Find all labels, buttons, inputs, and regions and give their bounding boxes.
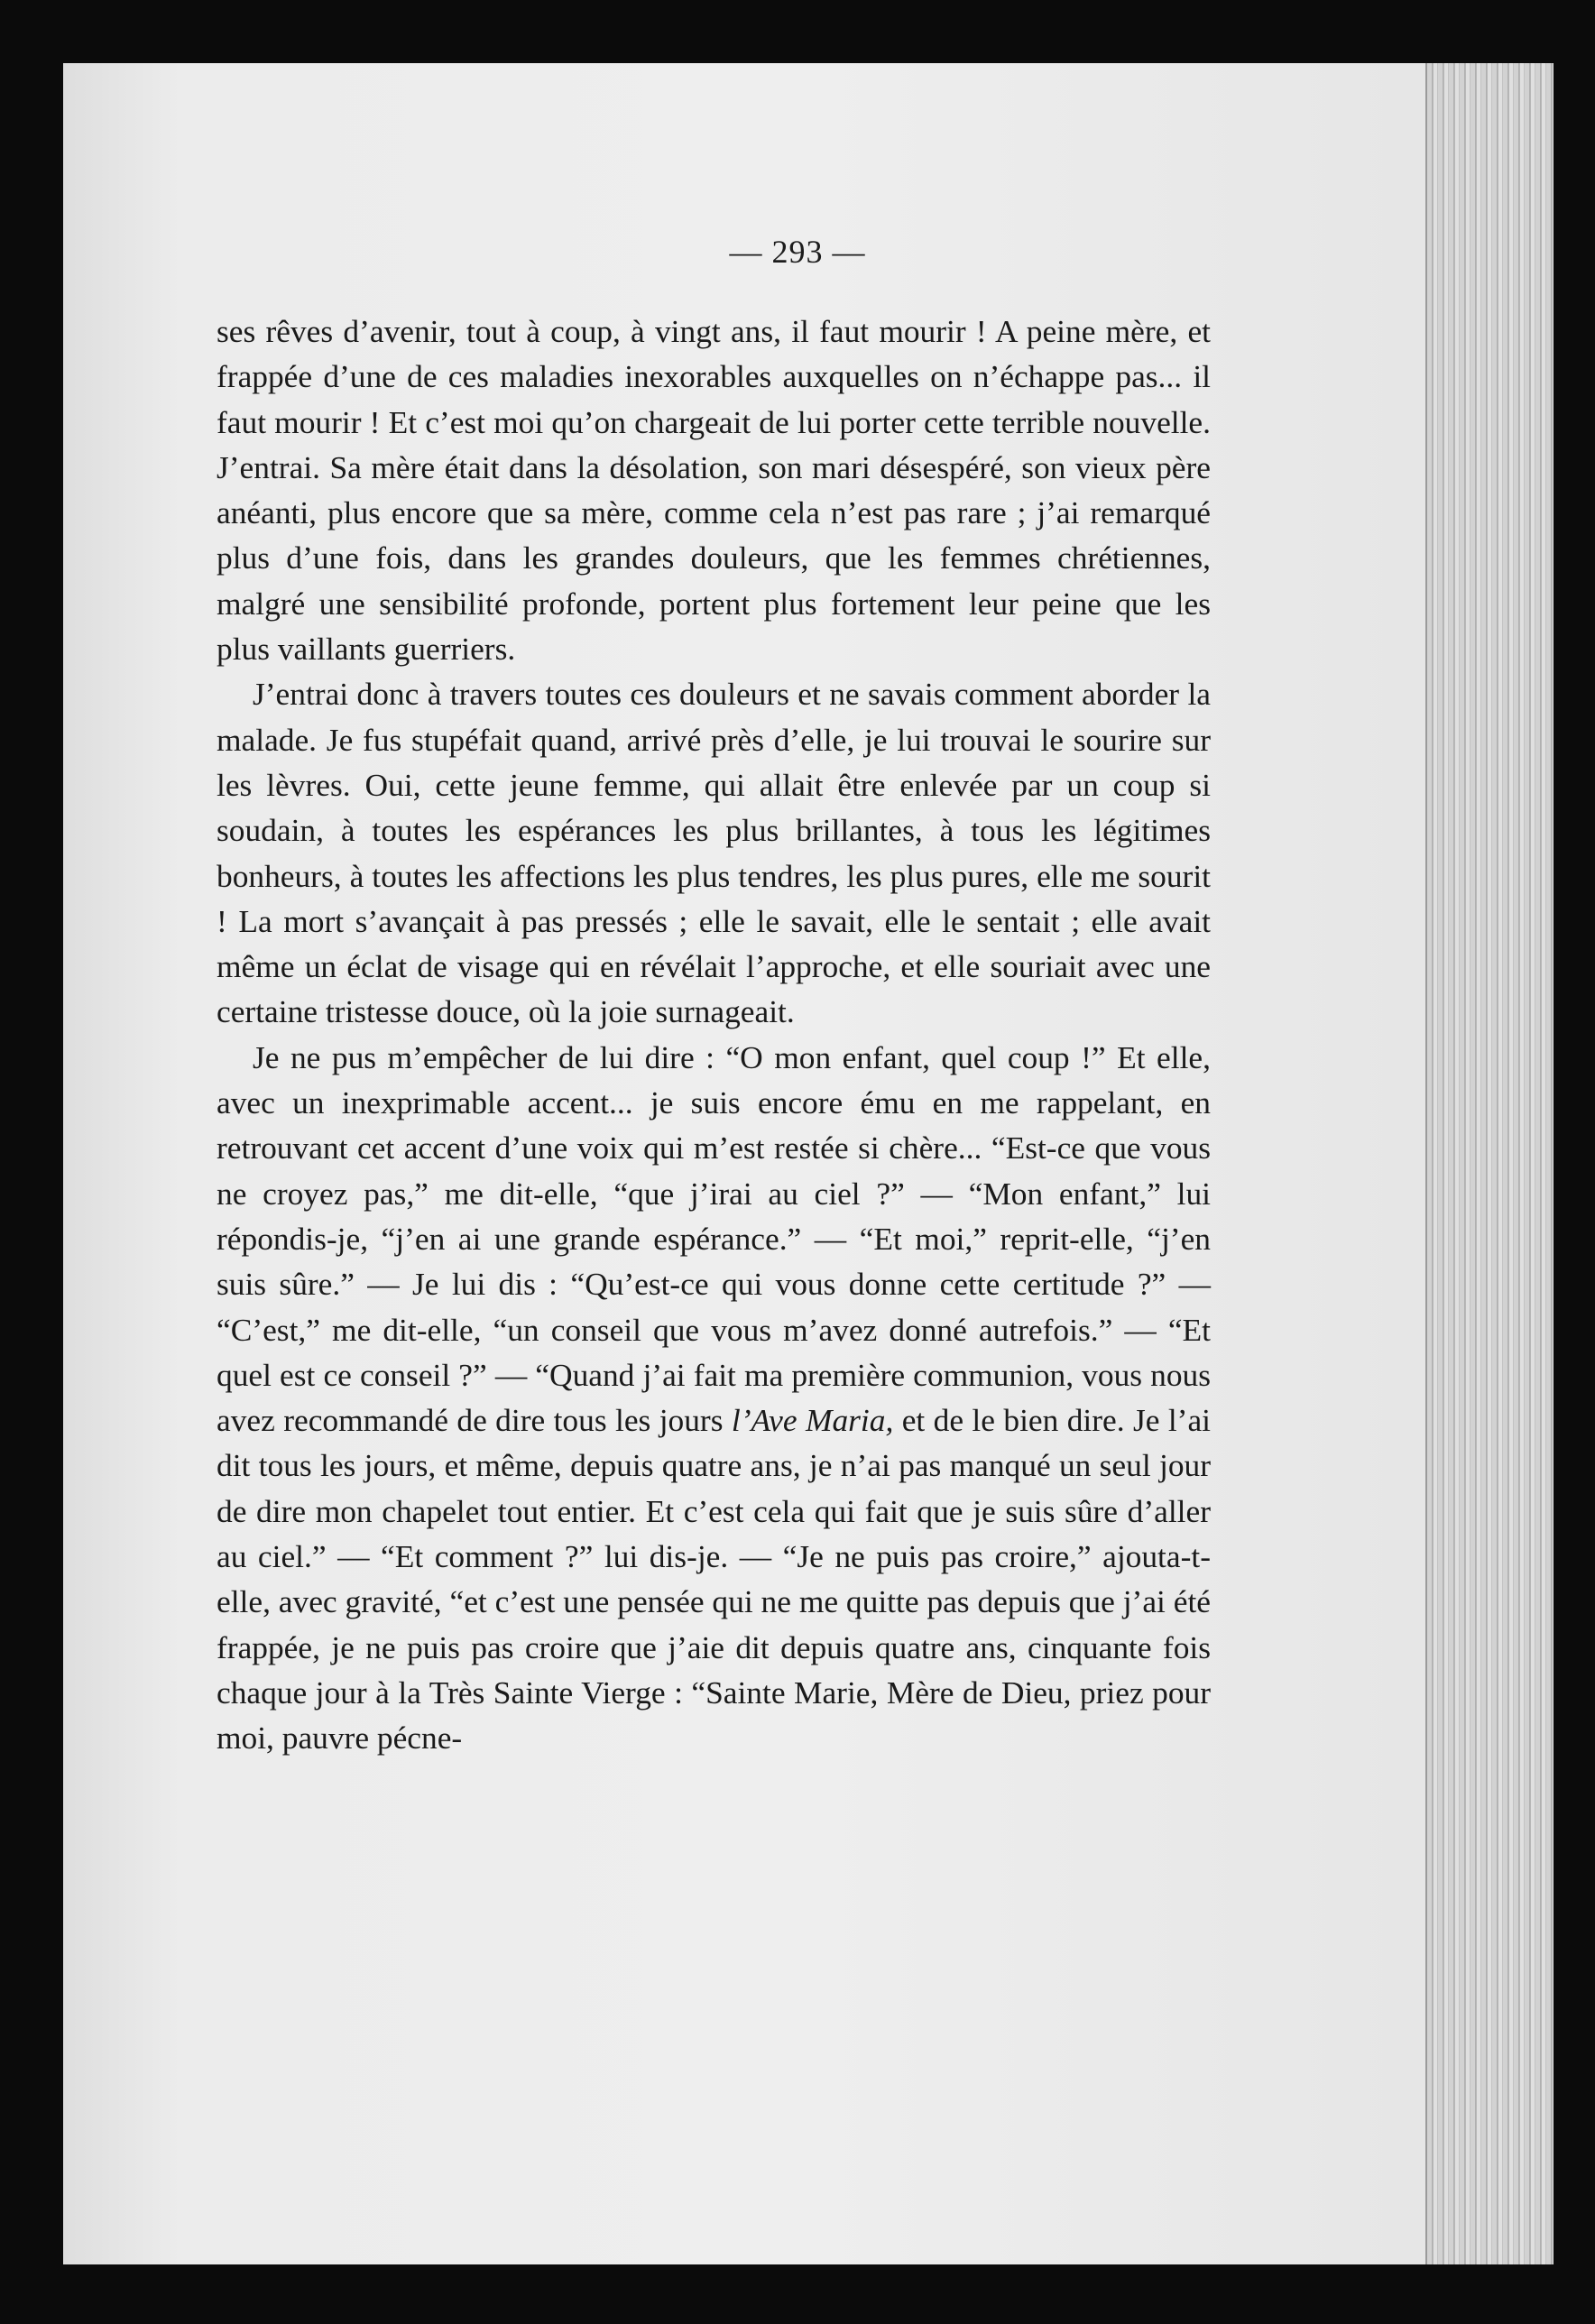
page-number: — 293 — (729, 234, 866, 270)
paragraph-3-italic: l’Ave Maria, (731, 1402, 894, 1439)
paragraph-3-text-a: Je ne pus m’empêcher de lui dire : “O mon enfant, quel coup !” Et elle, avec un inexprimable accent... je suis encore ému en me rappelant, en retrouvant cet accent d’une voix qui m’est restée si chère... “Est-ce que vous ne croyez pas,” me dit-elle, “que j’irai au ciel ?” — “Mon enfant,” lui répondis-je, “j’en ai une grande espérance.” — “Et moi,” reprit-elle, “j’en suis sûre.” — Je lui dis : “Qu’est-ce qui vous donne cette certitude ?” — “C’est,” me dit-elle, “un conseil que vous m’avez donné autrefois.” — “Et quel est ce conseil ?” — “Quand j’ai fait ma première communion, vous nous avez recommandé de dire tous les jours (217, 1038, 1211, 1439)
paragraph-1: ses rêves d’avenir, tout à coup, à vingt ans, il faut mourir ! A peine mère, et frappée d’une de ces maladies inexorables auxquelles on n’échappe pas... il faut mourir ! Et c’est moi qu’on chargeait de lui porter cette terrible nouvelle. J’entrai. Sa mère était dans la désolation, son mari désespéré, son vieux père anéanti, plus encore que sa mère, comme cela n’est pas rare ; j’ai remarqué plus d’une fois, dans les grandes douleurs, que les femmes chrétiennes, malgré une sensibilité profonde, portent plus fortement leur peine que les plus vaillants guerriers. (217, 313, 1211, 668)
body-text (217, 309, 1211, 1761)
page-stack-edge (1425, 63, 1554, 2264)
paragraph-3-text-b: et de le bien dire. Je l’ai dit tous les jours, et même, depuis quatre ans, je n’ai pas manqué un seul jour de dire mon chapelet tout entier. Et c’est cela qui fait que je suis sûre d’aller au ciel.” — “Et comment ?” lui dis-je. — “Je ne puis pas croire,” ajouta-t-elle, avec gravité, “et c’est une pensée qui ne me quitte pas depuis que j’ai été frappée, je ne puis pas croire que j’aie dit depuis quatre ans, cinquante fois chaque jour à la Très Sainte Vierge : “Sainte Marie, Mère de Dieu, priez pour moi, pauvre pécne- (217, 1402, 1211, 1757)
paragraph-3 (217, 1035, 1211, 1761)
paragraph-2: J’entrai donc à travers toutes ces douleurs et ne savais comment aborder la malade. Je fus stupéfait quand, arrivé près d’elle, je lui trouvai le sourire sur les lèvres. Oui, cette jeune femme, qui allait être enlevée par un coup si soudain, à toutes les espérances les plus brillantes, à tous les légitimes bonheurs, à toutes les affections les plus tendres, les plus pures, elle me sourit ! La mort s’avançait à pas pressés ; elle le savait, elle le sentait ; elle avait même un éclat de visage qui en révélait l’approche, et elle souriait avec une certaine tristesse douce, où la joie surnageait. (217, 676, 1211, 1030)
